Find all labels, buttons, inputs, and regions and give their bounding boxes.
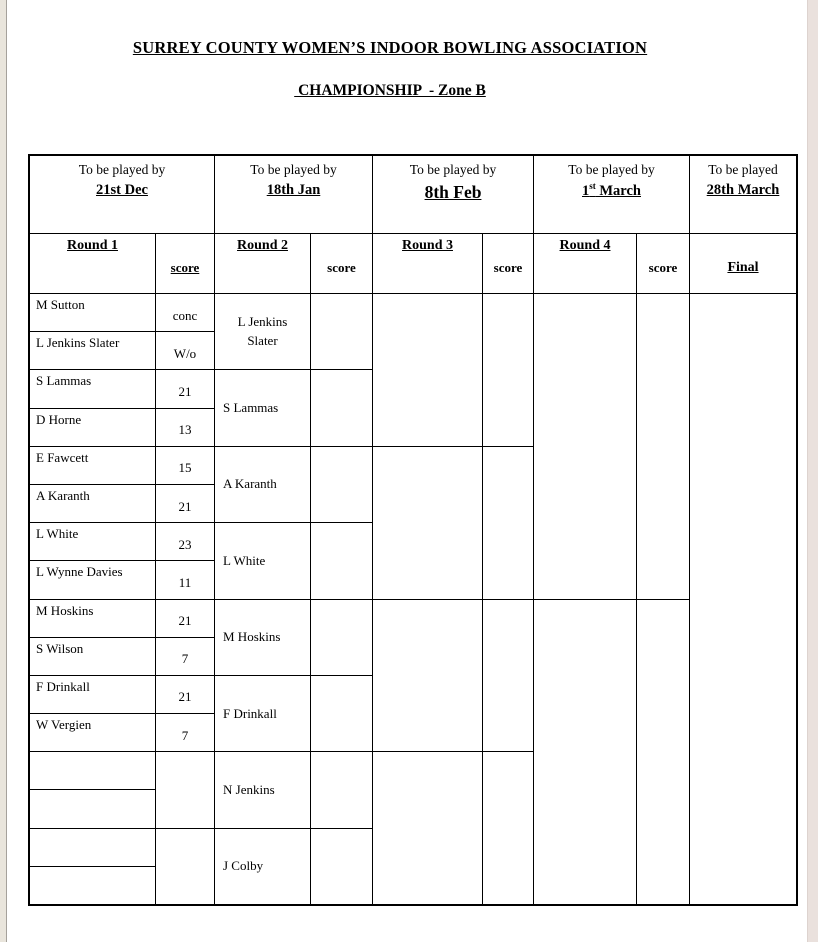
deadline-prefix: To be played by [78,162,166,177]
round2-player-6: F Drinkall [215,676,310,751]
deadline-prefix: To be played by [409,162,497,177]
round3-score-empty [483,752,533,904]
round2-score-header: score [311,234,372,293]
round2-player-1: L Jenkins Slater [215,294,310,369]
bracket-table [28,154,798,906]
round1-player-11: F Drinkall [30,676,155,713]
round3-player-empty [373,600,482,752]
round3-score-empty [483,600,533,752]
document-headings [0,0,780,100]
round1-player-8: L Wynne Davies [30,561,155,598]
round2-player-5: M Hoskins [215,600,310,675]
deadline-round4 [534,156,689,233]
round1-score-1: conc [156,294,214,331]
round1-player-empty [30,867,155,904]
document-title: SURREY COUNTY WOMEN’S INDOOR BOWLING ASSOCIATION [132,38,648,57]
round1-score-6: 21 [156,485,214,522]
round2-player-7: N Jenkins [215,752,310,827]
deadline-date: 1st March [582,181,641,199]
round4-header: Round 4 [534,234,636,293]
round2-score-empty [311,676,372,751]
round1-score-3: 21 [156,370,214,407]
round2-score-empty [311,294,372,369]
round4-player-empty [534,600,636,905]
round2-score-empty [311,600,372,675]
round4-score-empty [637,294,689,599]
deadline-final [690,156,796,233]
round1-player-7: L White [30,523,155,560]
round1-player-10: S Wilson [30,638,155,675]
round1-score-11: 21 [156,676,214,713]
round3-player-empty [373,752,482,904]
page-edge-left [0,0,7,942]
round2-score-empty [311,370,372,445]
deadline-date: 8th Feb [424,182,482,202]
round1-player-6: A Karanth [30,485,155,522]
round1-score-2: W/o [156,332,214,369]
deadline-prefix: To be played by [250,162,337,177]
round1-player-empty [30,790,155,827]
round1-player-12: W Vergien [30,714,155,751]
final-header: Final [690,234,796,293]
round4-score-empty [637,600,689,905]
deadline-date: 28th March [706,182,780,198]
round1-player-empty [30,752,155,789]
round1-score-empty [156,829,214,904]
deadline-round2 [215,156,372,233]
round4-player-empty [534,294,636,599]
round1-player-3: S Lammas [30,370,155,407]
round4-score-header: score [637,234,689,293]
round1-score-8: 11 [156,561,214,598]
round2-score-empty [311,752,372,827]
round1-score-header: score [156,234,214,293]
round2-header: Round 2 [215,234,310,293]
round1-score-7: 23 [156,523,214,560]
deadline-date: 21st Dec [96,182,148,198]
final-winner-empty [690,294,796,904]
round2-player-8: J Colby [215,829,310,904]
round1-player-4: D Horne [30,409,155,446]
deadline-prefix: To be played [708,162,778,177]
round3-header: Round 3 [373,234,482,293]
round1-player-empty [30,829,155,866]
round3-score-empty [483,447,533,599]
round2-player-2: S Lammas [215,370,310,445]
round3-player-empty [373,447,482,599]
round1-player-5: E Fawcett [30,447,155,484]
deadline-prefix: To be played by [568,162,655,177]
deadline-round1 [30,156,214,233]
round2-score-empty [311,447,372,522]
round1-score-4: 13 [156,409,214,446]
page-edge-right [807,0,818,942]
deadline-round3 [373,156,533,233]
round1-score-9: 21 [156,600,214,637]
document-subtitle: CHAMPIONSHIP - Zone B [294,82,486,99]
round1-player-1: M Sutton [30,294,155,331]
round1-score-empty [156,752,214,827]
round2-player-4: L White [215,523,310,598]
round2-player-3: A Karanth [215,447,310,522]
round1-score-12: 7 [156,714,214,751]
round1-score-10: 7 [156,638,214,675]
round1-score-5: 15 [156,447,214,484]
round1-player-2: L Jenkins Slater [30,332,155,369]
round3-player-empty [373,294,482,446]
round3-score-empty [483,294,533,446]
deadline-date: 18th Jan [266,182,321,198]
round1-player-9: M Hoskins [30,600,155,637]
round2-score-empty [311,523,372,598]
round2-score-empty [311,829,372,904]
round1-header: Round 1 [30,234,155,293]
round3-score-header: score [483,234,533,293]
